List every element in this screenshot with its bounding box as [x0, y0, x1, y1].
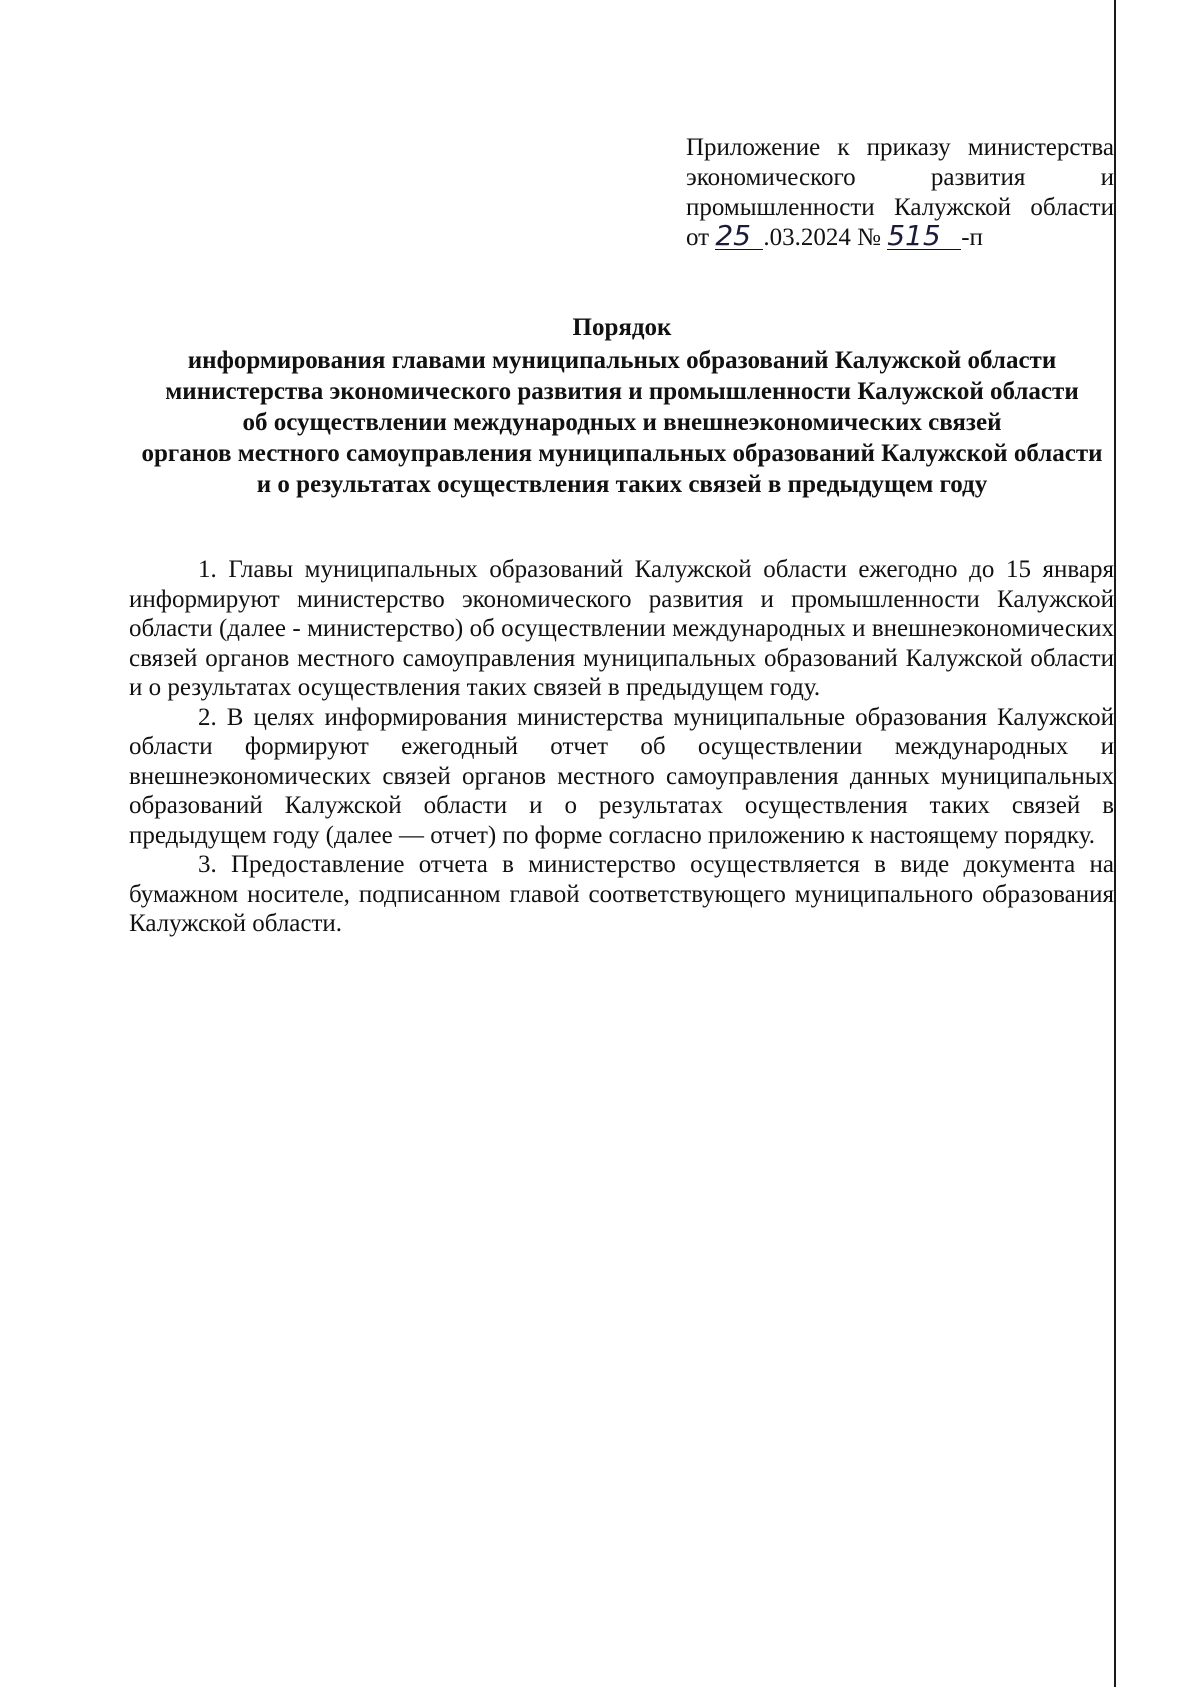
paragraph-1: 1. Главы муниципальных образований Калужской области ежегодно до 15 января информируют министерство экономического развития и промышленности Калужской области (далее - министерство) об осуществлении международных и внешнеэкономических связей органов местного самоуправления муниципальных образований Калужской области и о результатах осуществления таких связей в предыдущем году.	[129, 556, 1114, 701]
handwritten-day: 25	[715, 223, 763, 250]
title-line-1: информирования главами муниципальных образований Калужской области	[187, 347, 1057, 374]
title-line-3: об осуществлении международных и внешнеэкономических связей	[242, 409, 1002, 436]
appendix-reference	[686, 133, 1114, 253]
appendix-line-3: промышленности Калужской области	[686, 194, 1114, 221]
title-heading: Порядок	[572, 314, 672, 341]
title-line-5: и о результатах осуществления таких связей в предыдущем году	[256, 471, 988, 498]
title-line-4: органов местного самоуправления муниципальных образований Калужской области	[141, 440, 1103, 467]
document-title	[128, 312, 1116, 500]
page-edge-line	[1114, 0, 1116, 1687]
document-body	[129, 555, 1114, 939]
appendix-line-2: экономического развития и	[686, 164, 1114, 191]
handwritten-order-number: 515	[887, 223, 961, 250]
date-rest: .03.2024 №	[763, 224, 881, 251]
appendix-date-line	[686, 219, 1114, 253]
paragraph-3: 3. Предоставление отчета в министерство осуществляется в виде документа на бумажном носителе, подписанном главой соответствующего муниципального образования Калужской области.	[129, 851, 1114, 937]
order-number-suffix: -п	[961, 224, 983, 251]
date-prefix: от	[686, 224, 710, 251]
appendix-line-1: Приложение к приказу министерства	[686, 134, 1114, 161]
title-line-2: министерства экономического развития и промышленности Калужской области	[165, 378, 1079, 405]
paragraph-2: 2. В целях информирования министерства муниципальные образования Калужской области формируют ежегодный отчет об осуществлении международных и внешнеэкономических связей органов местного самоуправления данных муниципальных образований Калужской области и о результатах осуществления таких связей в предыдущем году (далее — отчет) по форме согласно приложению к настоящему порядку.	[129, 703, 1114, 849]
